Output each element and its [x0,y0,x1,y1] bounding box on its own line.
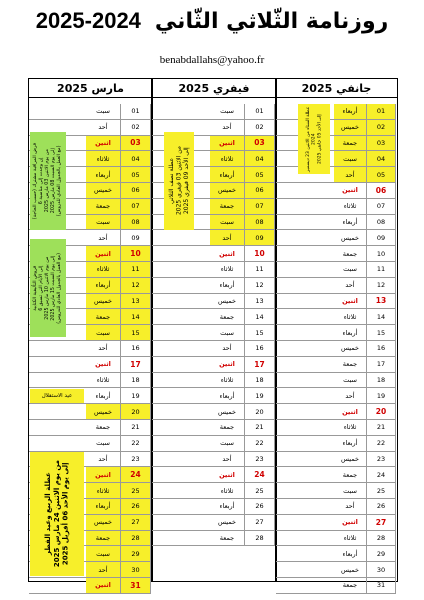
note-cell [29,357,86,373]
note-cell [276,199,334,215]
note-cell [152,262,210,278]
weekday-name: جمعة [334,357,366,373]
note-cell [276,562,334,578]
day-number: 05 [366,167,396,183]
weekday-name: خميس [86,183,120,199]
day-number: 21 [366,420,396,436]
note-spring-text: عطلة الربيع وعيد الفطر من يوم الاثنين 24 مارس 2025 إلى يوم الأحد 06 أفريل 2025 [43,460,70,568]
weekday-name: أربعاء [334,546,366,562]
day-number: 17 [366,357,396,373]
day-number: 30 [366,562,396,578]
day-number: 10 [120,246,151,262]
weekday-name: خميس [334,562,366,578]
day-number: 30 [120,562,151,578]
note-cell [29,404,86,420]
note-cell [276,183,334,199]
day-number: 19 [120,388,151,404]
note-cell [29,578,86,594]
day-number: 21 [244,420,275,436]
weekday-name: خميس [86,515,120,531]
note-spring-holiday [30,452,84,576]
weekday-name: أربعاء [334,436,366,452]
day-number: 20 [244,404,275,420]
day-number: 19 [366,388,396,404]
weekday-name: سبت [210,325,244,341]
note-independence-text: عيد الاستقلال [41,393,73,399]
note-cell [276,436,334,452]
note-cell [276,309,334,325]
weekday-name: خميس [210,183,244,199]
weekday-name: ثلاثاء [210,151,244,167]
day-number: 06 [366,183,396,199]
day-number: 29 [120,546,151,562]
day-number: 03 [366,136,396,152]
note-cell [152,294,210,310]
weekday-name: سبت [86,325,120,341]
weekday-name: سبت [86,546,120,562]
weekday-name: ثلاثاء [334,309,366,325]
month-header-march: مارس 2025 [29,80,152,98]
weekday-name: أحد [86,341,120,357]
day-number: 28 [244,531,275,547]
note-cell [276,388,334,404]
page-title [0,6,424,36]
day-number: 12 [244,278,275,294]
note-control-tests [30,132,66,230]
note-cell [152,420,210,436]
note-cell [152,104,210,120]
note-cell [276,515,334,531]
note-cell [276,546,334,562]
day-number: 20 [120,404,151,420]
weekday-name: اثنين [86,578,120,594]
day-number: 25 [120,483,151,499]
day-number: 08 [244,215,275,231]
weekday-name: جمعة [86,420,120,436]
day-number: 04 [120,151,151,167]
note-cell [276,578,334,594]
day-number: 24 [120,467,151,483]
weekday-name: سبت [334,373,366,389]
weekday-name: جمعة [210,531,244,547]
weekday-name: أربعاء [86,499,120,515]
weekday-name: سبت [334,262,366,278]
weekday-name: ثلاثاء [334,531,366,547]
weekday-name: أحد [334,499,366,515]
weekday-name: سبت [86,104,120,120]
day-number: 02 [120,120,151,136]
note-cell [152,357,210,373]
weekday-name: خميس [210,294,244,310]
day-number: 08 [120,215,151,231]
day-number: 15 [244,325,275,341]
weekday-name: اثنين [210,357,244,373]
day-number: 03 [244,136,275,152]
note-written-exams [30,239,66,337]
title-arabic: روزنامة الثّلاثي الثّاني [154,8,389,34]
month-header-january: جانفي 2025 [276,80,397,98]
weekday-name: أحد [86,562,120,578]
weekday-name: ثلاثاء [210,483,244,499]
note-cell [152,531,210,547]
note-cell [276,531,334,547]
weekday-name: جمعة [334,136,366,152]
note-cell [152,515,210,531]
day-number: 31 [120,578,151,594]
note-cell [276,230,334,246]
weekday-name: سبت [210,436,244,452]
note-cell [152,388,210,404]
weekday-name: اثنين [86,467,120,483]
day-number: 15 [366,325,396,341]
day-number: 23 [366,452,396,468]
weekday-name: أربعاء [86,278,120,294]
day-number: 25 [366,483,396,499]
note-cell [276,262,334,278]
weekday-name: سبت [86,436,120,452]
weekday-name: ثلاثاء [86,262,120,278]
note-mid-term-text: عطلة نصف الثلاثي من الاثنين 03 فيفري 2025 إلى الأحد 09 فيفري 2025 [167,146,190,216]
day-number: 21 [120,420,151,436]
day-number: 18 [366,373,396,389]
note-written-exams-text: فروض التأليفية الكتابية إلى الأيام التي تسبق 6 من يوم الاثنين 10 مارس 2025 إلى يوم السبت 15 مارس 2025 (مع العمل بالجدول العادي للدروس) [33,252,62,324]
note-cell [276,341,334,357]
note-winter-holiday [298,104,330,174]
day-number: 09 [366,230,396,246]
weekday-name: خميس [334,452,366,468]
day-number: 03 [120,136,151,152]
weekday-name: أحد [210,120,244,136]
note-cell [152,436,210,452]
weekday-name: سبت [210,104,244,120]
weekday-name: ثلاثاء [86,483,120,499]
weekday-name: أحد [86,120,120,136]
weekday-name: اثنين [334,183,366,199]
note-cell [152,341,210,357]
weekday-name: اثنين [334,294,366,310]
day-number: 01 [120,104,151,120]
day-number: 12 [120,278,151,294]
note-cell [152,278,210,294]
weekday-name: جمعة [86,199,120,215]
day-number: 10 [366,246,396,262]
weekday-name: جمعة [86,531,120,547]
note-cell [276,215,334,231]
note-cell [276,420,334,436]
weekday-name: أحد [210,452,244,468]
weekday-name: جمعة [210,199,244,215]
weekday-name: ثلاثاء [210,262,244,278]
day-number: 27 [120,515,151,531]
day-number: 23 [120,452,151,468]
note-cell [276,499,334,515]
weekday-name: خميس [210,404,244,420]
note-cell [152,483,210,499]
weekday-name: جمعة [210,309,244,325]
day-number: 12 [366,278,396,294]
day-number: 08 [366,215,396,231]
note-cell [152,246,210,262]
month-header-february: فيفري 2025 [152,80,276,98]
day-number: 14 [244,309,275,325]
weekday-name: جمعة [210,420,244,436]
weekday-name: أربعاء [334,104,366,120]
note-cell [29,373,86,389]
weekday-name: اثنين [210,467,244,483]
weekday-name: خميس [86,294,120,310]
note-control-tests-text: فرض المراقبة مشترك (حسب الحاجة) إن وجدت إلى مناسبة 6 من يوم الاثنين 03 مارس 2025 إلى يوم السبت 08 مارس 2025 (مع العمل بالجدول العادي للدروس) [33,142,62,220]
weekday-name: خميس [334,230,366,246]
weekday-name: سبت [210,215,244,231]
day-number: 14 [366,309,396,325]
day-number: 25 [244,483,275,499]
weekday-name: أربعاء [210,167,244,183]
day-number: 04 [366,151,396,167]
weekday-name: جمعة [334,246,366,262]
note-cell [152,404,210,420]
note-cell [276,404,334,420]
day-number: 13 [244,294,275,310]
day-number: 04 [244,151,275,167]
day-number: 01 [366,104,396,120]
day-number: 15 [120,325,151,341]
day-number: 24 [244,467,275,483]
day-number: 31 [366,578,396,594]
weekday-name: أربعاء [210,278,244,294]
weekday-name: اثنين [334,404,366,420]
title-years: 2025-2024 [35,8,141,33]
day-number: 22 [366,436,396,452]
weekday-name: اثنين [86,246,120,262]
note-cell [276,294,334,310]
note-mid-term-holiday [164,132,194,230]
note-cell [152,309,210,325]
weekday-name: سبت [86,215,120,231]
weekday-name: ثلاثاء [210,373,244,389]
weekday-name: ثلاثاء [334,420,366,436]
note-cell [152,373,210,389]
weekday-name: أحد [334,167,366,183]
weekday-name: أحد [86,452,120,468]
weekday-name: جمعة [334,578,366,594]
note-cell [276,467,334,483]
note-cell [152,467,210,483]
day-number: 20 [366,404,396,420]
day-number: 19 [244,388,275,404]
day-number: 14 [120,309,151,325]
weekday-name: خميس [334,341,366,357]
note-cell [29,104,86,120]
note-cell [152,325,210,341]
day-number: 26 [244,499,275,515]
day-number: 16 [120,341,151,357]
day-number: 02 [244,120,275,136]
weekday-name: أربعاء [334,325,366,341]
weekday-name: أربعاء [86,388,120,404]
weekday-name: ثلاثاء [86,373,120,389]
weekday-name: جمعة [86,309,120,325]
note-cell [152,452,210,468]
weekday-name: أحد [334,278,366,294]
note-independence-day [30,389,84,403]
day-number: 10 [244,246,275,262]
day-number: 02 [366,120,396,136]
day-number: 13 [366,294,396,310]
weekday-name: أربعاء [86,167,120,183]
day-number: 07 [366,199,396,215]
day-number: 16 [244,341,275,357]
weekday-name: أربعاء [210,499,244,515]
weekday-name: سبت [334,483,366,499]
day-number: 18 [244,373,275,389]
day-number: 06 [120,183,151,199]
day-number: 06 [244,183,275,199]
day-number: 16 [366,341,396,357]
weekday-name: اثنين [86,357,120,373]
day-number: 07 [244,199,275,215]
day-number: 22 [120,436,151,452]
day-number: 05 [120,167,151,183]
day-number: 18 [120,373,151,389]
note-cell [152,230,210,246]
day-number: 24 [366,467,396,483]
weekday-name: أحد [210,230,244,246]
day-number: 29 [366,546,396,562]
weekday-name: خميس [334,120,366,136]
weekday-name: جمعة [334,467,366,483]
day-number: 11 [366,262,396,278]
day-number: 27 [366,515,396,531]
note-cell [152,499,210,515]
day-number: 11 [120,262,151,278]
weekday-name: ثلاثاء [334,199,366,215]
note-cell [29,341,86,357]
day-number: 07 [120,199,151,215]
day-number: 26 [366,499,396,515]
note-cell [276,483,334,499]
weekday-name: ثلاثاء [86,151,120,167]
day-number: 13 [120,294,151,310]
day-number: 27 [244,515,275,531]
note-cell [29,436,86,452]
note-cell [276,246,334,262]
weekday-name: أربعاء [210,388,244,404]
note-cell [276,278,334,294]
weekday-name: اثنين [210,246,244,262]
weekday-name: أحد [334,388,366,404]
weekday-name: أربعاء [334,215,366,231]
day-number: 22 [244,436,275,452]
day-number: 09 [120,230,151,246]
note-cell [276,357,334,373]
note-cell [29,420,86,436]
day-number: 26 [120,499,151,515]
day-number: 28 [120,531,151,547]
note-cell [276,325,334,341]
day-number: 17 [120,357,151,373]
weekday-name: خميس [86,404,120,420]
day-number: 01 [244,104,275,120]
weekday-name: أحد [86,230,120,246]
day-number: 09 [244,230,275,246]
weekday-name: اثنين [210,136,244,152]
day-number: 28 [366,531,396,547]
weekday-name: خميس [210,515,244,531]
weekday-name: اثنين [334,515,366,531]
day-number: 11 [244,262,275,278]
weekday-name: اثنين [86,136,120,152]
weekday-name: أحد [210,341,244,357]
weekday-name: سبت [334,151,366,167]
day-number: 05 [244,167,275,183]
day-number: 23 [244,452,275,468]
note-cell [276,373,334,389]
author-email: benabdallahs@yahoo.fr [159,54,265,66]
note-cell [276,452,334,468]
note-winter-text: عطلة الشتاء من الاثنين 23 ديسمبر 2024 إلى الأحد 05 جانفي 2025 [305,106,322,172]
day-number: 17 [244,357,275,373]
